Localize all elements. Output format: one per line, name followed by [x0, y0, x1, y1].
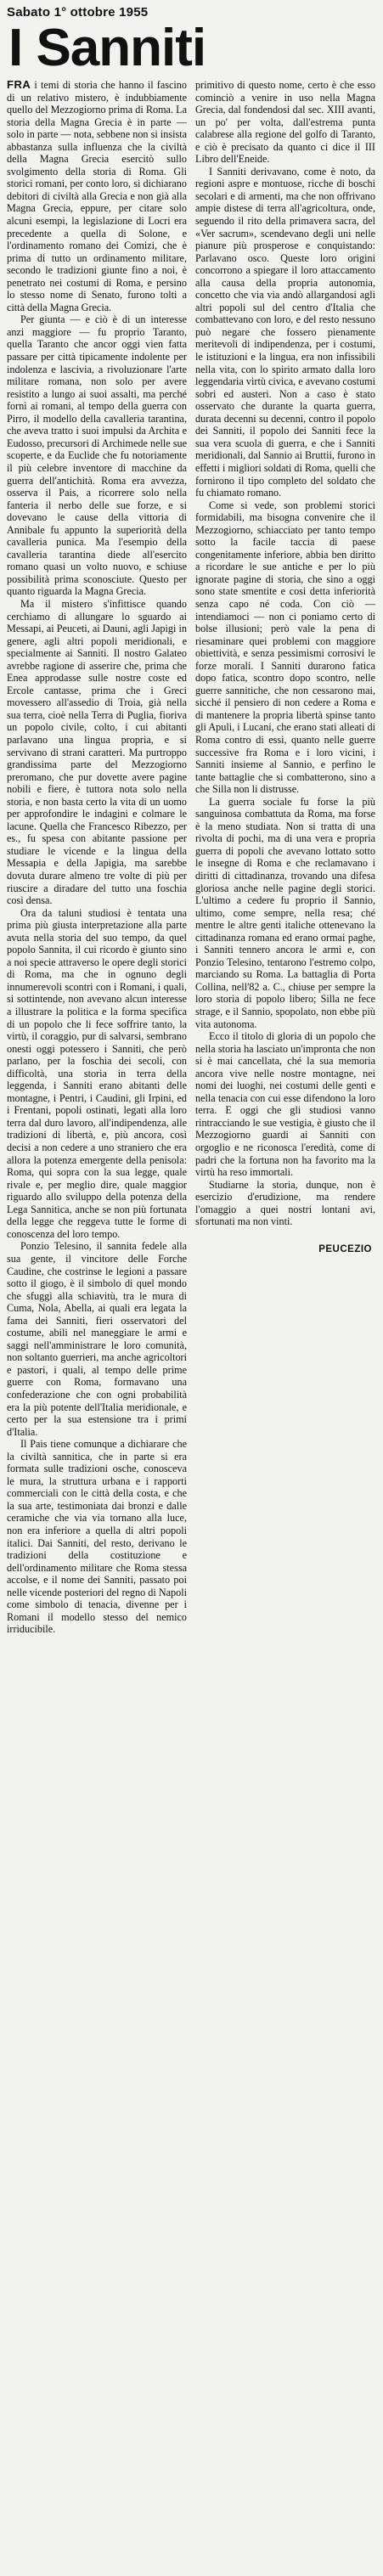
article-paragraph: [7, 79, 187, 313]
author-signature: PEUCEZIO: [318, 1243, 372, 1254]
article-paragraph: primitivo di questo nome, certo è che esso cominciò a venire in uso nella Magna Grecia, dal fondendosi dal sec. XIII avanti, un po' per volta, dall'estrema punta calabrese alla regione del golfo di Taranto, e ciò è precisato da quanto ci dice il III Libro dell'Eneide.: [195, 79, 375, 166]
article-column-left: [7, 79, 187, 1636]
article-column-right: [195, 79, 375, 1636]
article-paragraph: Per giunta — e ciò è di un interesse anzi maggiore — fu proprio Taranto, quella Taranto che ancor oggi vien fatta passare per città tipicamente indolente per indolenza e lascivia, a rivoluzionare l'arte militare romana, non solo per avere resistito a lungo ai suoi assalti, ma perché fornì ai romani, al tempo della guerra con Pirro, il modello della cavalleria tarantina, che aveva tratto i suoi impulsi da Archita e Eudosso, precursori di Archimede nelle sue scoperte, e da Euclide che fu notoriamente il più celebre inventore di macchine da guerra dell'antichità. Roma era avvezza, osserva il Pais, a ricorrere solo nella fanteria il nerbo delle sue forze, e si dovevano le cause della vittoria di Annibale fu appunto la superiorità della cavalleria punica. Ma l'esempio della cavalleria tarantina diede all'esercito romano quasi un volto nuovo, e schiuse possibilità prima sconosciute. Questo per quanto riguarda la Magna Grecia.: [7, 313, 187, 598]
article-paragraph: Ora da taluni studiosi è tentata una prima più giusta interpretazione alla parte avuta nella storia del suo tempo, da quel popolo Sannita, il cui ricordo è giunto sino a noi specie attraverso le opere degli storici di Roma, ma che in ognuno degli innumerevoli scontri con i Romani, i quali, si sottintende, non avevano alcun interesse a illustrare la politica e la forma specifica di un popolo che li fece soffrire tanto, la virtù, il coraggio, pur di salvarsi, sembrano onesti oggi potessero i Sanniti, che però parlano, per la foschia dei secoli, con difficoltà, una storia in terra della leggenda, i Sanniti erano abitanti delle montagne, i Pentri, i Caudini, gli Irpini, ed i Frentani, popoli ostinati, legati alla loro terra dal duro lavoro, all'indipendenza, alle tradizioni di libertà, e, più ancora, così decisi a non cedere a uno straniero che era allora la potenza emergente della penisola: Roma, qui sopra con la sua legge, quale rivale e, per meglio dire, quale maggior riguardo allo sviluppo della potenza della Lega Sannitica, anche se non più fortunata della legge che reggeva tutte le forme di conoscenza del loro tempo.: [7, 906, 187, 1240]
dropcap: FRA: [7, 78, 31, 91]
paragraph-text: i temi di storia che hanno il fascino di un relativo mistero, è indubbiamente quello del Mezzogiorno prima di Roma. La storia della Magna Grecia è in parte — solo in parte — nota, sebbene non si insista abbastanza sulla influenza che la civiltà della Magna Grecia esercitò sullo svolgimento della storia di Roma. Gli storici romani, per conto loro, si dichiarano debitori di civiltà alla Grecia e non già alla Magna Grecia, eppure, per citare solo alcuni esempi, la legislazione di Locri era precedente a quella di Solone, e l'ordinamento romano dei Comizi, che è prima di tutto un ordinamento militare, secondo le tradizioni giunte fino a noi, è penetrato nei costumi di Roma, e persino lo stesso nome di Senato, furono tolti a città della Magna Grecia.: [7, 79, 187, 313]
article-paragraph: Il Pais tiene comunque a dichiarare che la civiltà sannitica, che in parte si era formata sulle tradizioni osche, conosceva le mura, la struttura urbana e i rapporti commerciali con le città della costa, e che la sua arte, testimoniata dai bronzi e dalle ceramiche che via via tornano alla luce, non era inferiore a quella di altri popoli italici. Dai Sanniti, del resto, derivano le tradizioni della costituzione e dell'ordinamento militare che Roma stessa accolse, e il nome dei Sanniti, passato poi nelle vicende posteriori del regno di Napoli come simbolo di tenacia, divenne per i Romani il modello stesso del nemico irriducibile.: [7, 1438, 187, 1636]
article-paragraph: Studiarne la storia, dunque, non è esercizio d'erudizione, ma rendere l'omaggio a quei nostri lontani avi, sfortunati ma non vinti.: [195, 1178, 375, 1228]
article-paragraph: Ecco il titolo di gloria di un popolo che nella storia ha lasciato un'impronta che non si è mai cancellata, ché la sua memoria ancora vive nelle nostre montagne, nei nomi dei luoghi, nei costumi delle genti e nella tenacia con cui esse difendono la loro terra. E oggi che gli studiosi vanno rintracciando le sue vestigia, è giusto che il Mezzogiorno guardi ai Sanniti con orgoglio e ne riconosca l'eredità, come di padri che la fortuna non ha favorito ma la virtù ha reso immortali.: [195, 1030, 375, 1179]
headline: I Sanniti: [8, 19, 206, 77]
article-paragraph: Ma il mistero s'infittisce quando cerchiamo di allungare lo sguardo ai Messapi, ai Peuceti, ai Dauni, agli Japigi in genere, agli altri popoli meridionali, e specialmente ai Sanniti. Il nostro Galateo avrebbe ragione di asserire che, prima che Enea approdasse sulle nostre coste ed Ercole cantasse, prima che i Greci movessero all'assedio di Troia, già nella sua terra, cioè nella Terra di Puglia, fioriva un popolo civile, colto, i cui abitanti parlavano una lingua propria, e si servivano di strani caratteri. Ma purtroppo grandissima parte del Mezzogiorno preromano, che pur dovette avere pagine nobili e fiere, è tuttora nota solo nella storia, e non basta certo la vita di un uomo per approfondire le indagini e colmare le lacune. Quella che Francesco Ribezzo, per es., fu spesa con abitante passione per studiare le vicende e la lingua della Messapia e della Japigia, ma sarebbe dovuta durare almeno tre volte di più per riuscire a diradare del tutto una foschia così densa.: [7, 597, 187, 907]
article-paragraph: La guerra sociale fu forse la più sanguinosa combattuta da Roma, ma forse è la meno studiata. Non si tratta di una rivolta di pochi, ma di una vera e propria guerra di popoli che avevano lottato sotto le insegne di Roma e che reclamavano i diritti di cittadinanza, trovando una difesa gloriosa anche nelle pagine degli storici. L'ultimo a cedere fu proprio il Sannio, ultimo, come sempre, nella resa; ché mentre le altre genti italiche ottenevano la cittadinanza romana ed erano ormai paghe, i Sanniti tennero ancora le armi e, con Ponzio Telesino, tentarono l'estremo colpo, marciando su Roma. La battaglia di Porta Collina, nell'82 a. C., chiuse per sempre la loro storia di popolo libero; Silla ne fece strage, e il Sannio, spopolato, non ebbe più vita autonoma.: [195, 795, 375, 1030]
article-columns: [7, 79, 376, 1636]
article-paragraph: Come si vede, son problemi storici formidabili, ma bisogna convenire che il Mezzogiorno, schiacciato per tanto tempo sotto la facile taccia di paese congenitamente inferiore, abbia ben diritto a ricordare le sue antiche e per lo più ignorate pagine di storia, che sino a oggi sono state smentite e cosi detta inferiorità senza capo né coda. Con ciò — intendiamoci — non ci poniamo certo di bolse illusioni; però vale la pena di riesaminare quei problemi con maggiore obiettività, e senza pessimismi corrosivi le forze morali. I Sanniti durarono fatica dopo fatica, scontro dopo scontro, nelle guerre sannitiche, che non cessarono mai, sicché il pensiero di non cedere a Roma e di mantenere la propria libertà spinse tanto gli Apuli, i Lucani, che erano stati alleati di Roma contro di essi, quanto nelle guerre successive fra Roma e i loro vicini, i Sanniti insieme al Sannio, e perfino le tante battaglie che si combatterono, sino a che Silla non li distrusse.: [195, 499, 375, 796]
article-paragraph: I Sanniti derivavano, come è noto, da regioni aspre e montuose, ricche di boschi secolari e di armenti, ma che non offrivano ampie distese di terra all'agricoltura, onde, seguendo il rito della primavera sacra, del «Ver sacrum», scendevano degli uni nelle pianure più prosperose e conquistando: Parlavano osco. Queste loro origini concorrono a spiegare il loro attaccamento alla causa della propria autonomia, concetto che via via andò allargandosi agli altri popoli sul del centro d'Italia che combattevano con loro, e del resto nessuno può negare che fossero pienamente meritevoli di indipendenza, per i costumi, le istituzioni e la lingua, era non infissibili nella vita, con lo spirito armato dalla loro leggendaria virtù civica, e avevano costumi sobri ed austeri. Non a caso è stato osservato che durante la quarta guerra, durata decenni su decenni, contro il popolo dei Sanniti, il popolo dei Sanniti fece la sua vera scuola di guerra, e che i Sanniti meridionali, dal Sannio ai Bruttii, furono in effetti i migliori soldati di Roma, quelli che fornirono il tipo completo del soldato che fu chiamato romano.: [195, 165, 375, 499]
article-paragraph: Ponzio Telesino, il sannita fedele alla sua gente, il vincitore delle Forche Caudine, che costrinse le legioni a passare sotto il giogo, è il simbolo di quel mondo che sfuggì alla schiavitù, tra le mura di Cuma, Nola, Abella, ai quali era legata la fama dei Sanniti, fieri osservatori del costume, abili nel maneggiare le armi e saggi nell'amministrare le loro comunità, non soltanto guerrieri, ma anche agricoltori e pastori, i quali, al tempo delle prime guerre con Roma, formavano una confederazione che con ogni probabilità era la più potente dell'Italia meridionale, e certo per la sua estensione tra i primi d'Italia.: [7, 1240, 187, 1438]
dateline: Sabato 1° ottobre 1955: [7, 5, 149, 20]
